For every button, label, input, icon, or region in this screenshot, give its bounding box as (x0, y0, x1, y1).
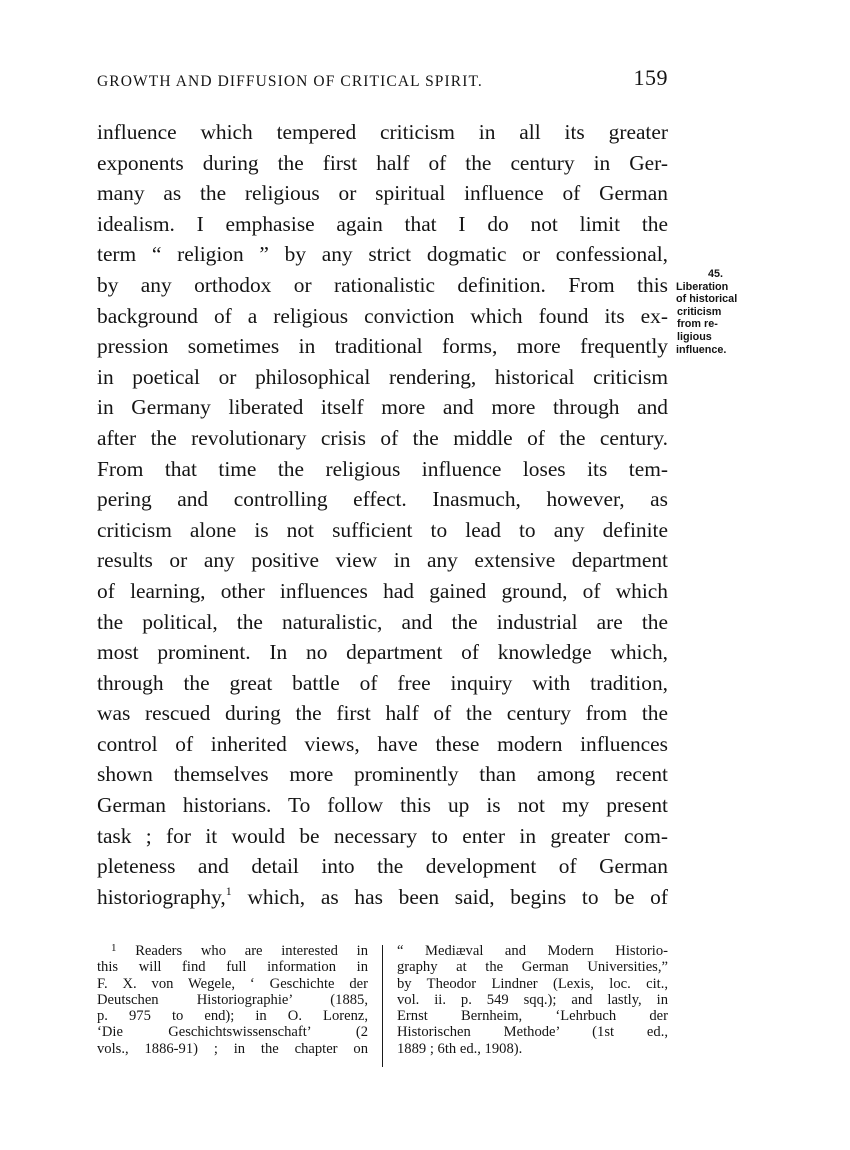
footnote-line: vols., 1886-91) ; in the chapter on (97, 1040, 368, 1057)
footnote-column-divider (382, 945, 383, 1067)
body-line: results or any positive view in any extensive department (97, 548, 668, 573)
footnote-line: Historischen Methode’ (1st ed., (397, 1024, 668, 1041)
footnote-line: “ Mediæval and Modern Historio- (397, 943, 668, 959)
footnote-line: by Theodor Lindner (Lexis, loc. cit., (397, 975, 668, 992)
footnote-line: ‘Die Geschichtswissenschaft’ (2 (97, 1024, 368, 1041)
body-line: control of inherited views, have these modern influences (97, 731, 668, 756)
footnote-line: graphy at the German Universities,” (397, 959, 668, 976)
margin-note-line: from re- (677, 318, 718, 331)
body-line: in poetical or philosophical rendering, historical criticism (97, 364, 668, 389)
footnote-line: 1889 ; 6th ed., 1908). (397, 1040, 523, 1057)
last-line-end: which, as has been said, begins to be of (231, 884, 668, 909)
margin-note-line: ligious (677, 330, 712, 343)
footnote-line: vol. ii. p. 549 sqq.); and lastly, in (397, 991, 668, 1008)
margin-note (676, 268, 762, 356)
body-line: task ; for it would be necessary to enter in greater com- (97, 823, 668, 848)
footnote-column-left (97, 943, 368, 1057)
footnote-line: this will find full information in (97, 959, 368, 976)
body-text (97, 117, 668, 912)
margin-note-line: criticism (677, 305, 722, 318)
body-line: the political, the naturalistic, and the industrial are the (97, 609, 668, 634)
margin-note-line: Liberation (676, 280, 729, 293)
footnote-line: Ernst Bernheim, ‘Lehrbuch der (397, 1008, 668, 1025)
body-line: pleteness and detail into the development of German (97, 854, 668, 879)
body-line: many as the religious or spiritual influence of German (97, 181, 668, 206)
body-line: through the great battle of free inquiry with tradition, (97, 670, 668, 695)
page-number: 159 (633, 65, 668, 90)
body-line: criticism alone is not sufficient to lead to any definite (97, 517, 668, 542)
body-line: influence which tempered criticism in all its greater (97, 120, 668, 144)
body-line: background of a religious conviction which found its ex- (97, 303, 668, 328)
body-line: idealism. I emphasise again that I do not limit the (97, 211, 668, 236)
body-line: pression sometimes in traditional forms, more frequently (97, 334, 668, 359)
body-line: shown themselves more prominently than among recent (97, 762, 668, 787)
footnote-line: F. X. von Wegele, ‘ Geschichte der (97, 975, 368, 992)
footnote-column-right (397, 943, 668, 1057)
footnote-marker: 1 (111, 942, 117, 954)
body-line: in Germany liberated itself more and more through and (97, 395, 668, 420)
last-line-start: historiography, (97, 884, 226, 909)
footnote-line: p. 975 to end); in O. Lorenz, (97, 1008, 368, 1025)
body-line: by any orthodox or rationalistic definition. From this (97, 272, 668, 297)
body-line: most prominent. In no department of knowledge which, (97, 640, 668, 665)
footnote-line: $^1$ Readers who are interested in (111, 942, 369, 959)
body-line: after the revolutionary crisis of the middle of the century. (97, 425, 668, 450)
body-line: From that time the religious influence loses its tem- (97, 456, 668, 481)
footnote-line: Deutschen Historiographie’ (1885, (97, 991, 368, 1008)
body-line: term “ religion ” by any strict dogmatic or confessional, (97, 242, 668, 267)
margin-note-line: of historical (676, 293, 738, 306)
body-line: was rescued during the first half of the century from the (97, 701, 668, 726)
footnote-reference[interactable]: 1 (225, 883, 232, 898)
running-head-title: GROWTH AND DIFFUSION OF CRITICAL SPIRIT. (97, 73, 483, 90)
margin-note-number: 45. (708, 268, 724, 280)
body-line: of learning, other influences had gained ground, of which (97, 578, 668, 603)
body-line-last (97, 882, 668, 913)
margin-note-line: influence. (676, 343, 727, 356)
body-line: pering and controlling effect. Inasmuch, however, as (97, 487, 668, 512)
footnotes (97, 943, 668, 1073)
body-line: exponents during the first half of the century in Ger- (97, 150, 668, 175)
body-line: German historians. To follow this up is not my present (97, 793, 668, 818)
